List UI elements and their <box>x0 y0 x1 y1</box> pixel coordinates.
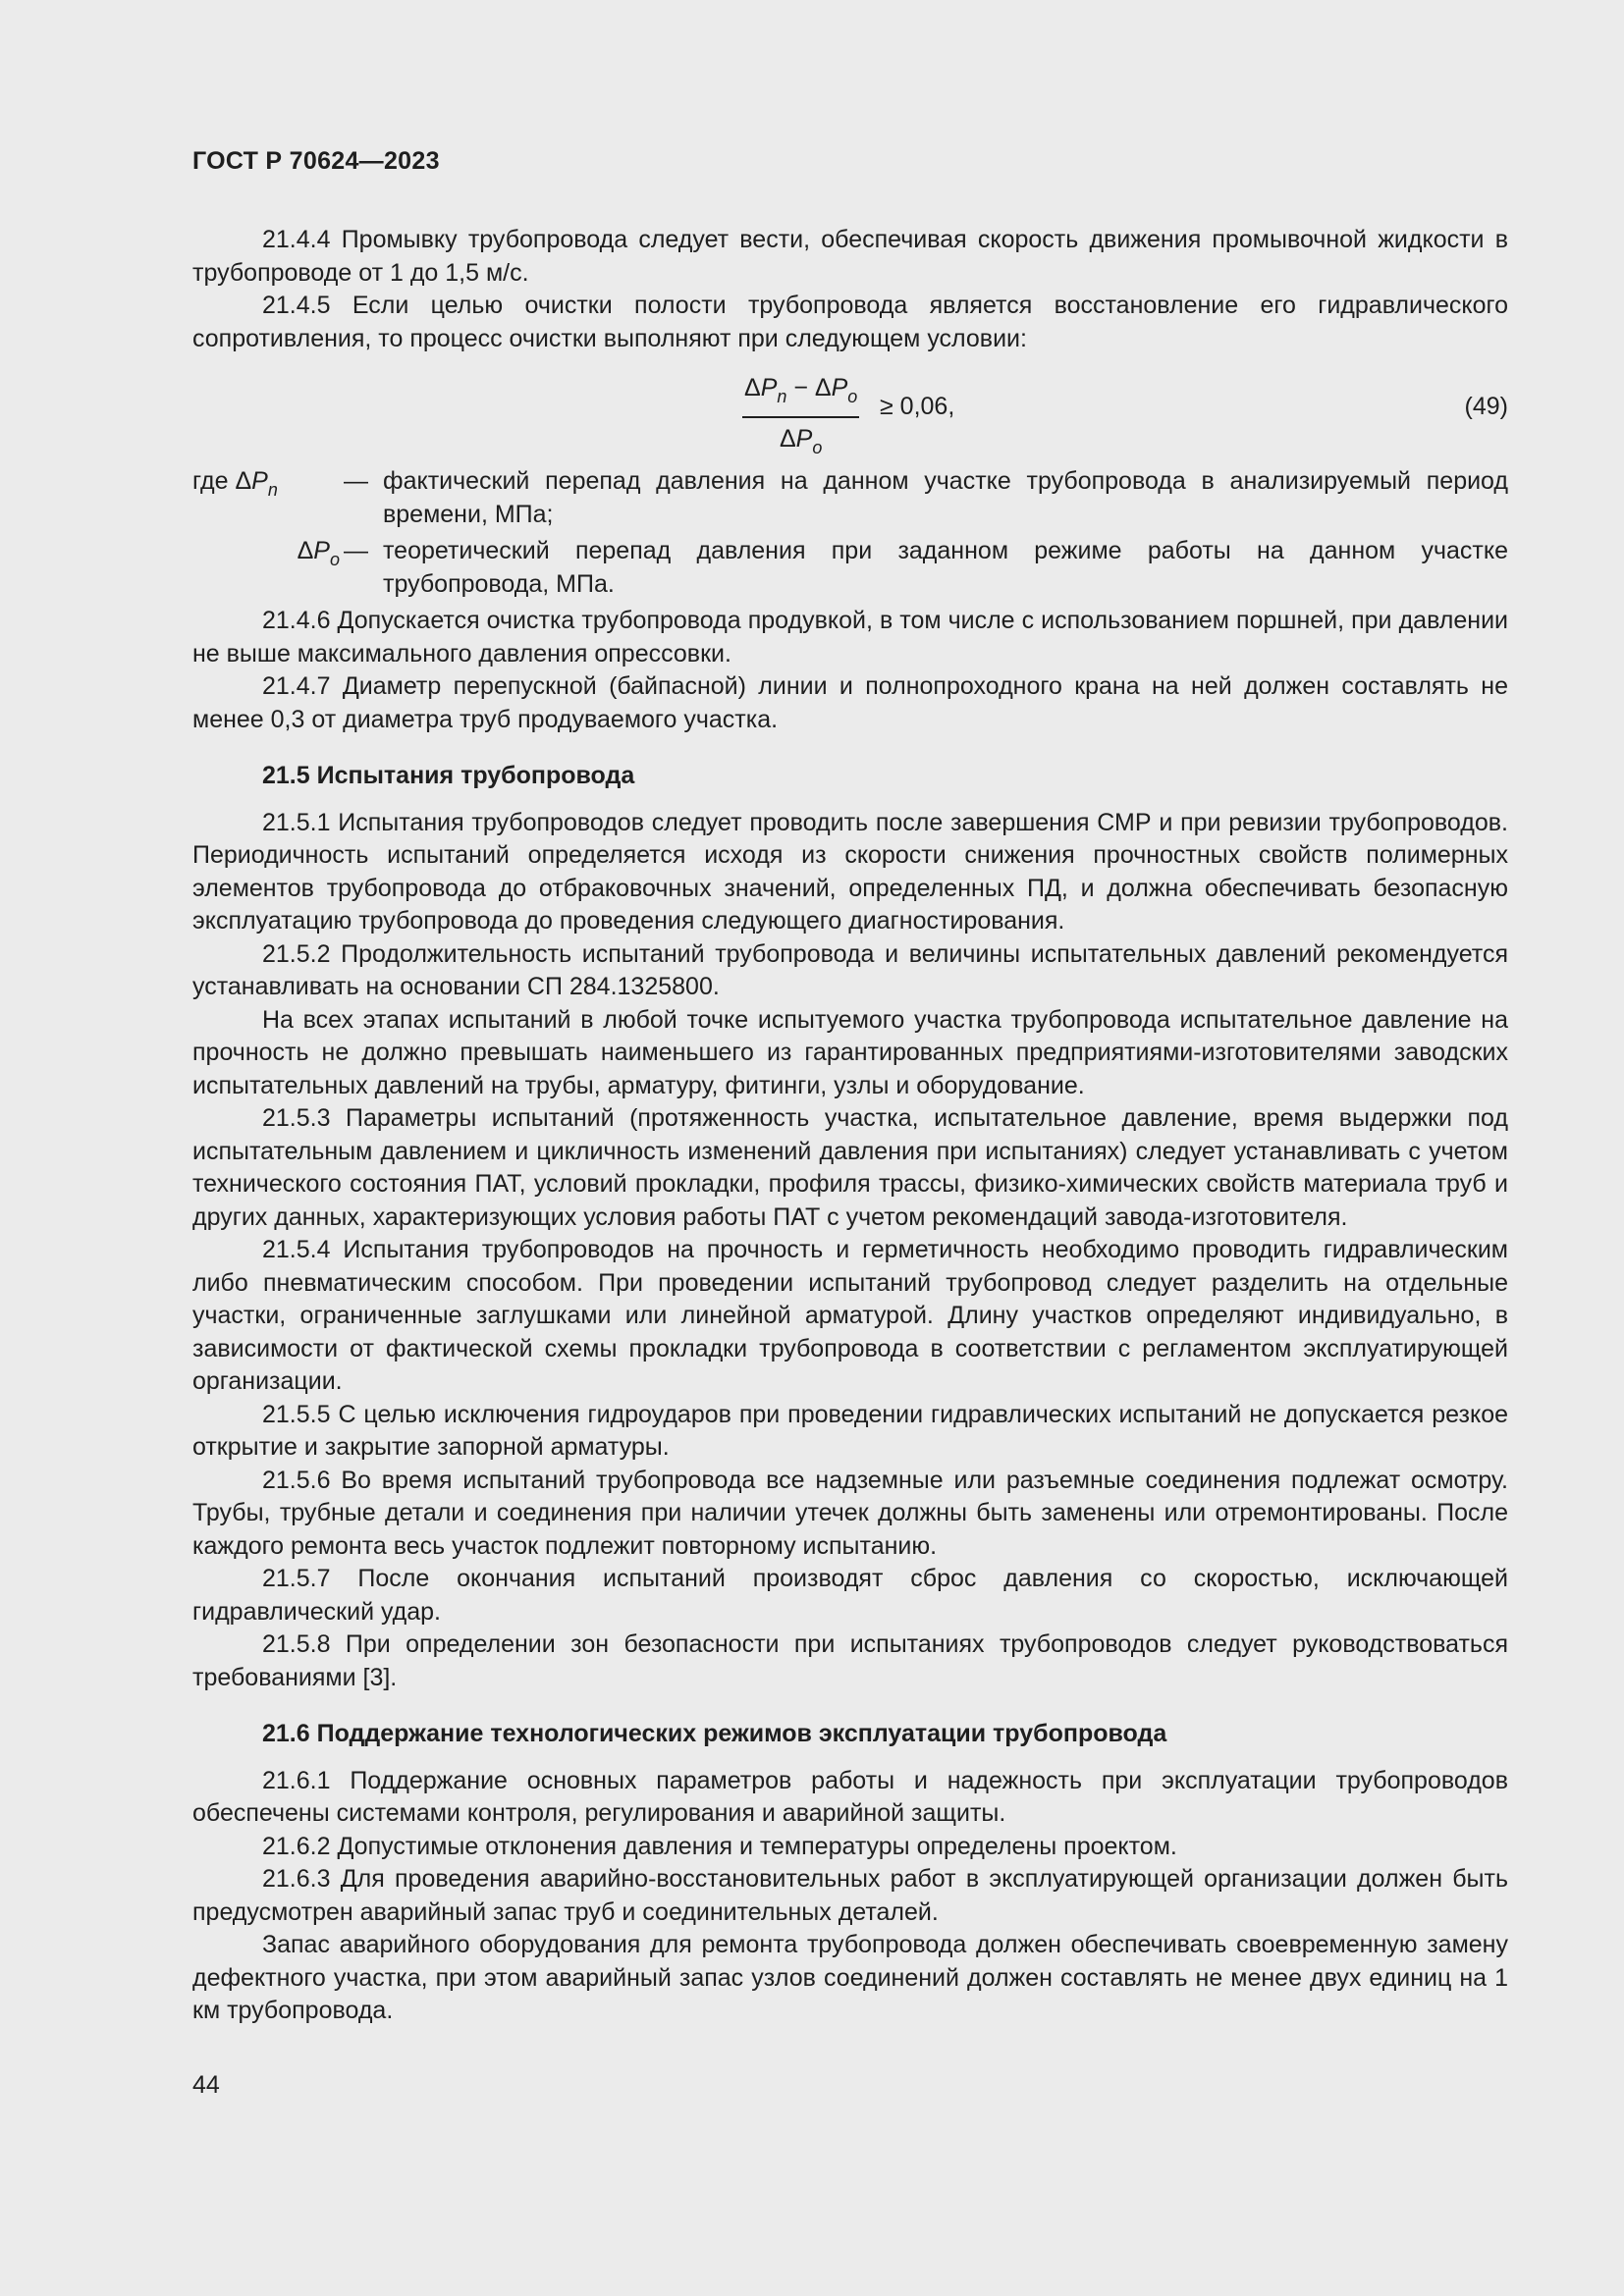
paragraph-21-6-1: 21.6.1 Поддержание основных параметров работы и надежность при эксплуатации трубопроводов обеспечены системами контроля, регулирования и аварийной защиты. <box>192 1766 1508 1827</box>
formula-relation: ≥ 0,06, <box>880 393 955 420</box>
definition-label <box>192 535 340 577</box>
paragraph-21-5-3: 21.5.3 Параметры испытаний (протяженность участка, испытательное давление, время выдержки под испытательным давлением и цикличность изменений давления при испытаниях) следует устанавливать с учетом технического состояния ПАТ, условий прокладки, профиля трассы, физико-химических свойств материала труб и других данных, характеризующих условия работы ПАТ с учетом рекомендаций завода-изготовителя. <box>192 1104 1508 1231</box>
formula-49 <box>192 371 1508 455</box>
formula-number: (49) <box>1464 393 1508 420</box>
document-body <box>192 224 1508 2028</box>
pressure-symbol: P <box>313 537 330 564</box>
delta-symbol: Δ <box>814 374 832 401</box>
definition-delta-pn <box>192 465 1508 531</box>
formula-fraction <box>742 371 859 464</box>
definition-text: теоретический перепад давления при заданном режиме работы на данном участке трубопровода, МПа. <box>383 537 1508 598</box>
definition-text: фактический перепад давления на данном участке трубопровода в анализируемый период времени, МПа; <box>383 467 1508 528</box>
pressure-symbol: P <box>795 425 813 453</box>
pressure-symbol: P <box>760 374 778 401</box>
definition-dash: — <box>344 467 368 495</box>
paragraph-21-5-2: 21.5.2 Продолжительность испытаний трубопровода и величины испытательных давлений рекомендуется устанавливать на основании СП 284.1325800. <box>192 939 1508 1000</box>
subscript-o: o <box>812 438 823 457</box>
page-number: 44 <box>192 2071 220 2099</box>
paragraph-21-5-6: 21.5.6 Во время испытаний трубопровода все надземные или разъемные соединения подлежат осмотру. Трубы, трубные детали и соединения при наличии утечек должны быть заменены или отремонтированы. После каждого ремонта весь участок подлежит повторному испытанию. <box>192 1466 1508 1560</box>
paragraph-21-5-1: 21.5.1 Испытания трубопроводов следует проводить после завершения СМР и при ревизии трубопроводов. Периодичность испытаний определяется исходя из скорости снижения прочностных свойств полимерных элементов трубопровода до отбраковочных значений, определенных ПД, и должна обеспечивать безопасную эксплуатацию трубопровода до проведения следующего диагностирования. <box>192 808 1508 934</box>
subscript-n: n <box>777 387 787 406</box>
paragraph-21-4-5: 21.4.5 Если целью очистки полости трубопровода является восстановление его гидравлического сопротивления, то процесс очистки выполняют при следующем условии: <box>192 292 1508 352</box>
paragraph-21-6-3: 21.6.3 Для проведения аварийно-восстановительных работ в эксплуатирующей организации должен быть предусмотрен аварийный запас труб и соединительных деталей. <box>192 1865 1508 1926</box>
delta-symbol: Δ <box>779 425 796 453</box>
subscript-n: n <box>267 480 278 500</box>
subscript-o: o <box>847 387 858 406</box>
paragraph-21-5-7: 21.5.7 После окончания испытаний производят сброс давления со скоростью, исключающей гидравлический удар. <box>192 1565 1508 1626</box>
section-heading-21-5: 21.5 Испытания трубопровода <box>262 762 635 789</box>
paragraph-21-5-8: 21.5.8 При определении зон безопасности при испытаниях трубопроводов следует руководствоваться требованиями [3]. <box>192 1630 1508 1691</box>
paragraph-21-4-4: 21.4.4 Промывку трубопровода следует вести, обеспечивая скорость движения промывочной жидкости в трубопроводе от 1 до 1,5 м/с. <box>192 226 1508 287</box>
section-heading-21-6: 21.6 Поддержание технологических режимов эксплуатации трубопровода <box>262 1720 1167 1747</box>
pressure-symbol: P <box>251 467 268 495</box>
paragraph-21-6-2: 21.6.2 Допустимые отклонения давления и температуры определены проектом. <box>262 1832 1177 1860</box>
standard-header: ГОСТ Р 70624—2023 <box>192 147 440 175</box>
paragraph-21-4-6: 21.4.6 Допускается очистка трубопровода продувкой, в том числе с использованием поршней, при давлении не выше максимального давления опрессовки. <box>192 607 1508 667</box>
definition-delta-po <box>192 535 1508 601</box>
definition-label <box>192 465 340 507</box>
paragraph-21-4-7: 21.4.7 Диаметр перепускной (байпасной) линии и полнопроходного крана на ней должен составлять не менее 0,3 от диаметра труб продуваемого участка. <box>192 672 1508 733</box>
paragraph-21-5-2-continued: На всех этапах испытаний в любой точке испытуемого участка трубопровода испытательное давление на прочность не должно превышать наименьшего из гарантированных предприятиями-изготовителями заводских испытательных давлений на трубы, арматуру, фитинги, узлы и оборудование. <box>192 1005 1508 1099</box>
paragraph-21-5-5: 21.5.5 С целью исключения гидроударов при проведении гидравлических испытаний не допускается резкое открытие и закрытие запорной арматуры. <box>192 1400 1508 1461</box>
paragraph-21-5-4: 21.5.4 Испытания трубопроводов на прочность и герметичность необходимо проводить гидравлическим либо пневматическим способом. При проведении испытаний трубопровод следует разделить на отдельные участки, ограниченные заглушками или линейной арматурой. Длину участков определяют индивидуально, в зависимости от фактической схемы прокладки трубопровода в соответствии с регламентом эксплуатирующей организации. <box>192 1236 1508 1395</box>
formula-denominator <box>780 418 822 464</box>
delta-symbol: Δ <box>297 537 314 564</box>
delta-symbol: Δ <box>744 374 761 401</box>
where-prefix: где <box>192 467 236 495</box>
subscript-o: o <box>329 550 340 569</box>
formula-numerator <box>742 371 859 418</box>
definition-dash: — <box>344 537 368 564</box>
pressure-symbol: P <box>831 374 848 401</box>
minus-sign: − <box>786 374 815 401</box>
paragraph-21-6-3-continued: Запас аварийного оборудования для ремонта трубопровода должен обеспечивать своевременную замену дефектного участка, при этом аварийный запас узлов соединений должен составлять не менее двух единиц на 1 км трубопровода. <box>192 1931 1508 2024</box>
delta-symbol: Δ <box>235 467 252 495</box>
